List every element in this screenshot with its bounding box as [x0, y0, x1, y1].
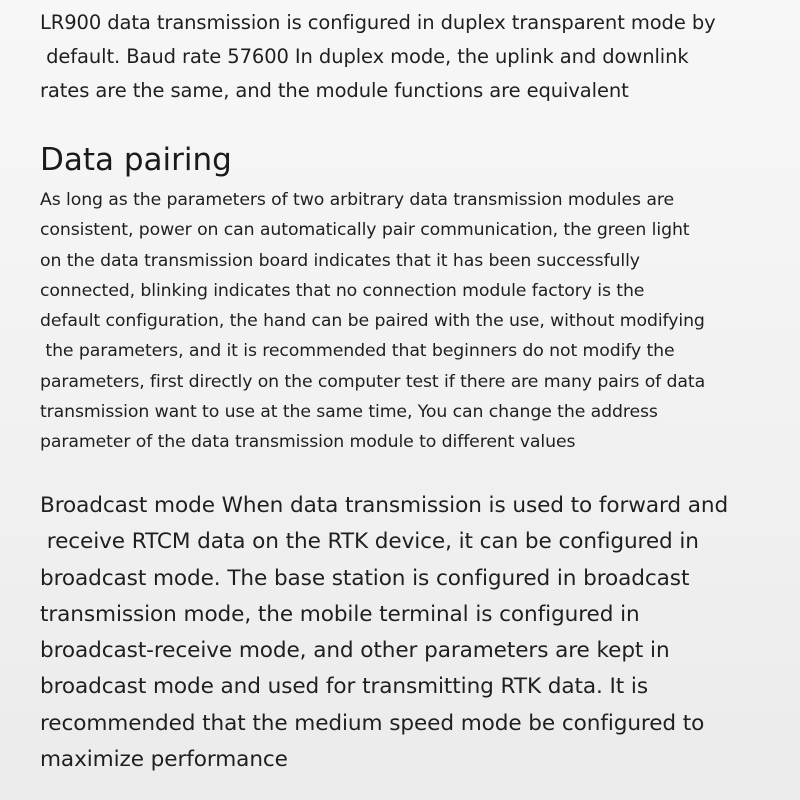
- pairing-line: on the data transmission board indicates that it has been successfully: [40, 250, 640, 271]
- pairing-line: parameter of the data transmission module to different values: [40, 432, 576, 453]
- data-pairing-paragraph: [40, 185, 792, 458]
- broadcast-line: broadcast mode and used for transmitting RTK data. It is: [40, 674, 648, 700]
- pairing-line: consistent, power on can automatically pair communication, the green light: [40, 220, 690, 241]
- broadcast-line: maximize performance: [40, 747, 288, 773]
- intro-line: default. Baud rate 57600 In duplex mode, the uplink and downlink: [40, 45, 689, 68]
- data-pairing-heading: Data pairing: [40, 142, 232, 178]
- intro-line: LR900 data transmission is configured in duplex transparent mode by: [40, 11, 716, 34]
- pairing-line: parameters, first directly on the computer test if there are many pairs of data: [40, 371, 706, 392]
- pairing-line: default configuration, the hand can be paired with the use, without modifying: [40, 311, 705, 332]
- broadcast-line: Broadcast mode When data transmission is used to forward and: [40, 493, 729, 518]
- broadcast-line: recommended that the medium speed mode be configured to: [40, 710, 705, 736]
- pairing-line: transmission want to use at the same time, You can change the address: [40, 402, 658, 423]
- broadcast-mode-paragraph: [40, 488, 792, 778]
- broadcast-line: broadcast mode. The base station is configured in broadcast: [40, 565, 690, 591]
- intro-line: rates are the same, and the module functions are equivalent: [40, 79, 629, 102]
- pairing-line: As long as the parameters of two arbitrary data transmission modules are: [40, 190, 674, 210]
- pairing-line: the parameters, and it is recommended that beginners do not modify the: [40, 341, 675, 362]
- pairing-line: connected, blinking indicates that no connection module factory is the: [40, 280, 645, 301]
- intro-paragraph: [40, 6, 792, 108]
- broadcast-line: transmission mode, the mobile terminal is configured in: [40, 601, 640, 627]
- broadcast-line: broadcast-receive mode, and other parameters are kept in: [40, 638, 670, 664]
- broadcast-line: receive RTCM data on the RTK device, it can be configured in: [40, 529, 699, 555]
